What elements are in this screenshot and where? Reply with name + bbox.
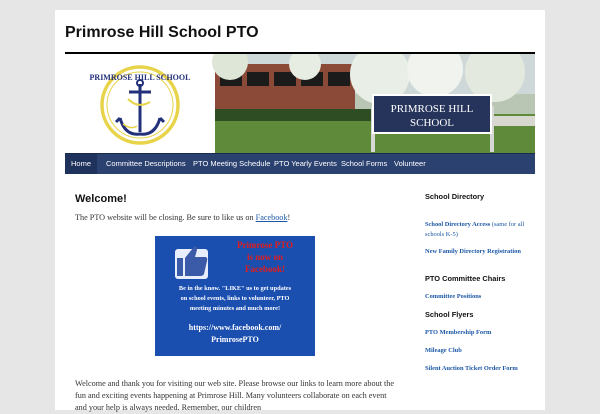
nav-item-pto-meeting-schedule[interactable]: PTO Meeting Schedule	[193, 159, 271, 168]
fb-banner-title3: Facebook!	[245, 264, 285, 274]
page-heading: Welcome!	[75, 193, 127, 205]
sidebar-link-committee-positions[interactable]: Committee Positions	[425, 293, 482, 300]
sidebar-heading-committee-chairs: PTO Committee Chairs	[425, 274, 506, 283]
main-navigation	[65, 153, 535, 174]
nav-item-pto-yearly-events[interactable]: PTO Yearly Events	[274, 159, 337, 168]
nav-item-volunteer[interactable]: Volunteer	[394, 159, 426, 168]
fb-banner-body2: on school events, links to volunteer, PTO	[180, 295, 290, 302]
sign-text-line1: PRIMROSE HILL	[390, 103, 474, 115]
sidebar-link-membership-form[interactable]: PTO Membership Form	[425, 329, 492, 336]
fb-banner-url1: https://www.facebook.com/	[188, 323, 282, 332]
closing-notice-end: !	[287, 213, 291, 222]
sidebar-heading-school-flyers: School Flyers	[425, 310, 474, 319]
directory-access-note: (same for all schools K-5)	[425, 221, 525, 238]
school-photo	[212, 54, 535, 153]
closing-notice	[75, 213, 290, 222]
header-banner-image[interactable]	[65, 54, 535, 153]
fb-banner-url2: PrimrosePTO	[211, 335, 259, 344]
page-container	[55, 10, 545, 410]
facebook-banner-image[interactable]	[155, 236, 315, 356]
directory-access-label[interactable]: School Directory Access	[425, 221, 491, 228]
nav-item-committee-descriptions[interactable]: Committee Descriptions	[106, 159, 186, 168]
fb-banner-title2: is now on	[246, 252, 284, 262]
site-title[interactable]: Primrose Hill School PTO	[65, 24, 259, 41]
sidebar-link-new-family-registration[interactable]: New Family Directory Registration	[425, 248, 521, 255]
intro-paragraph: Welcome and thank you for visiting our web site. Please browse our links to learn more about the fun and exciting events happening at Primrose Hill. Many volunteers collaborate on each event and your help is always needed. Remember, our children	[75, 379, 395, 412]
sidebar-link-mileage-club[interactable]: Mileage Club	[425, 347, 462, 354]
sign-text-line2: SCHOOL	[409, 117, 455, 129]
nav-item-home[interactable]: Home	[65, 154, 97, 174]
fb-banner-title1: Primrose PTO	[237, 240, 293, 250]
sidebar-heading-school-directory: School Directory	[425, 192, 485, 201]
thumbs-up-icon	[175, 246, 208, 279]
fb-banner-body1: Be in the know. "LIKE" us to get updates	[178, 285, 292, 292]
nav-item-school-forms[interactable]: School Forms	[341, 159, 388, 168]
fb-banner-body3: meeting minutes and much more!	[189, 305, 281, 312]
facebook-link[interactable]: Facebook	[255, 213, 288, 222]
closing-notice-text: The PTO website will be closing. Be sure to like us on	[75, 213, 256, 222]
sidebar-link-silent-auction[interactable]: Silent Auction Ticket Order Form	[425, 365, 518, 372]
sidebar-link-directory-access[interactable]	[425, 220, 540, 239]
logo-text: PRIMROSE HILL SCHOOL	[89, 73, 191, 82]
